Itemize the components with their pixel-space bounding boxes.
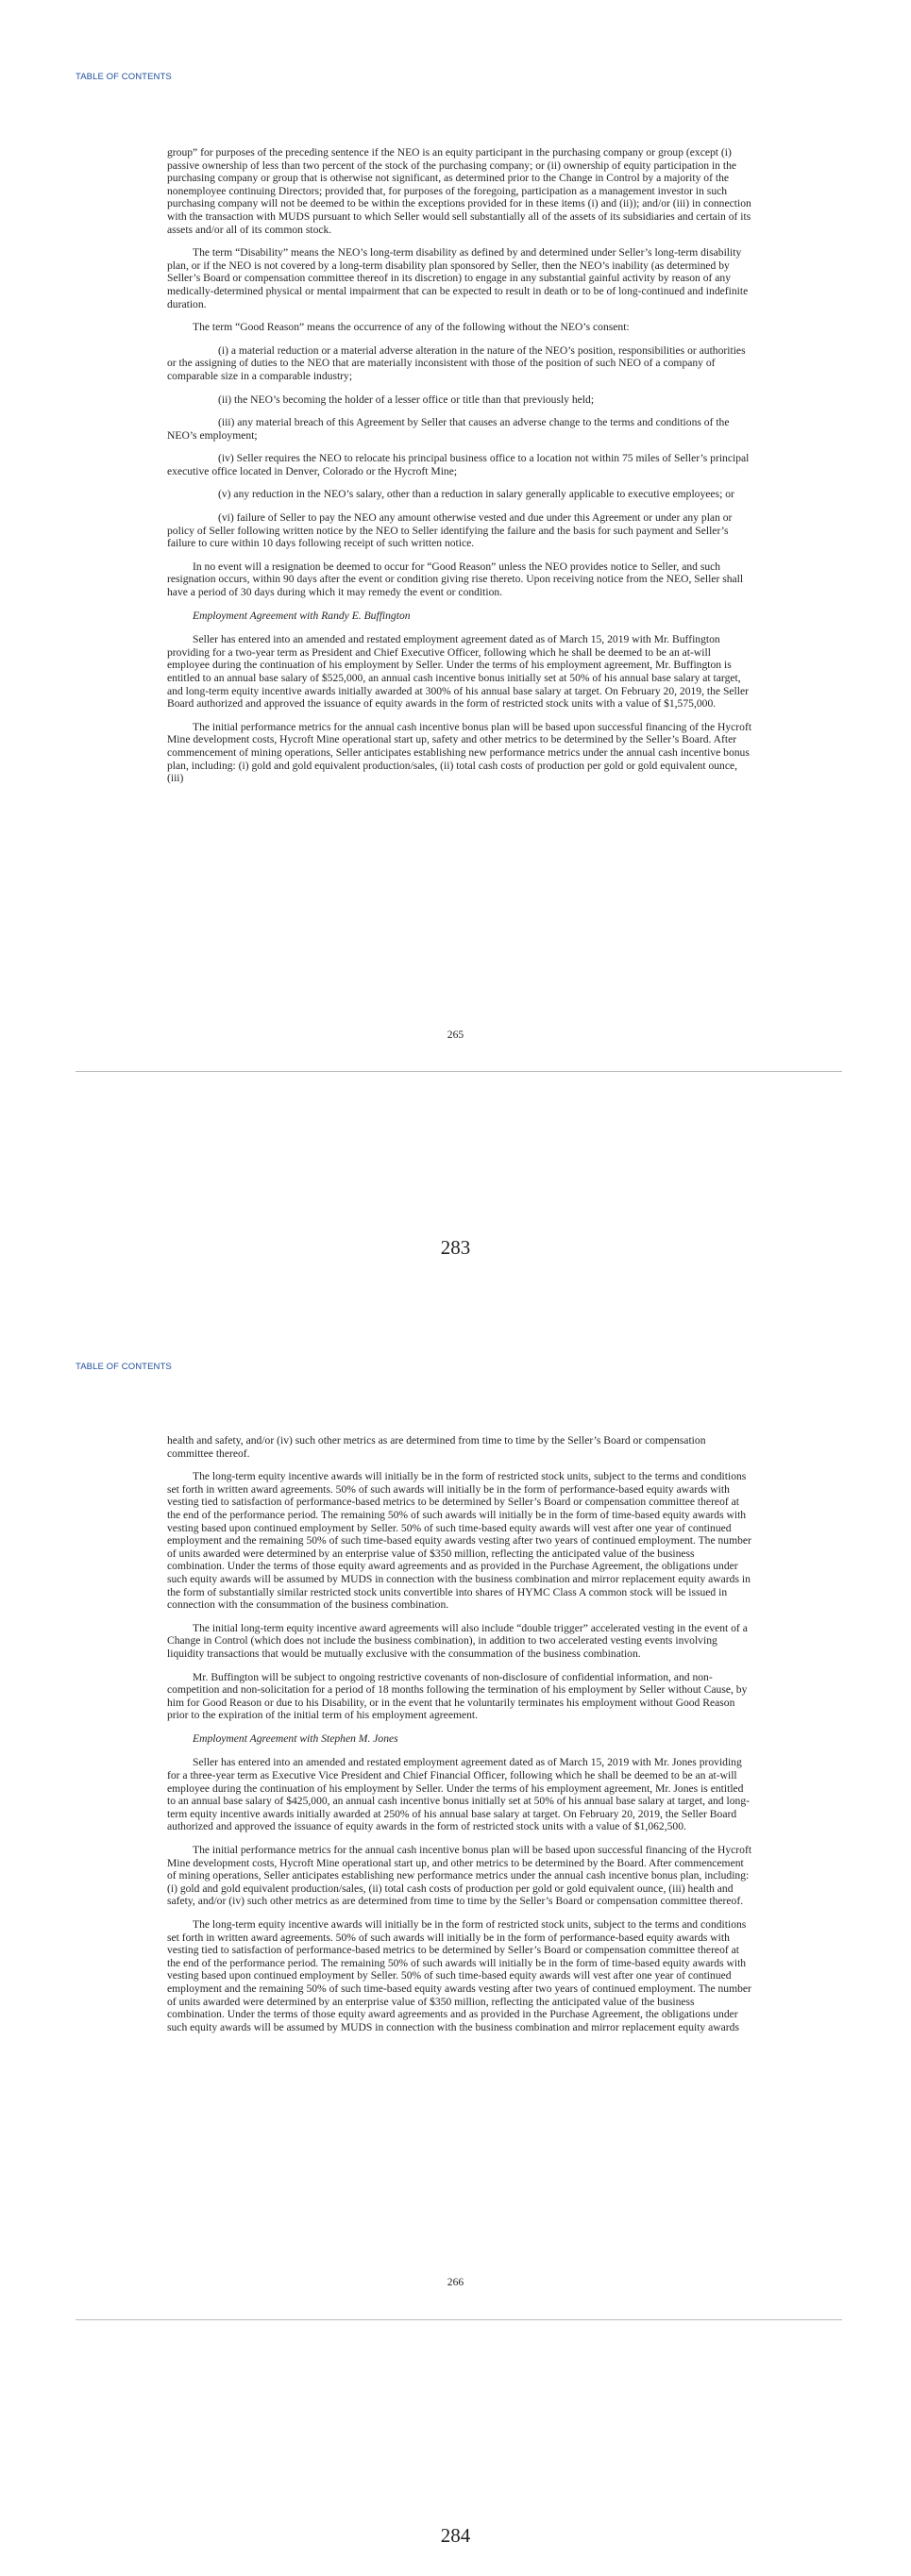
paragraph: health and safety, and/or (iv) such other metrics as are determined from time to time by the Seller’s Board or compensation committee thereof.	[167, 1434, 706, 1460]
paragraph: The long-term equity incentive awards will initially be in the form of restricted stock units, subject to the terms and conditions set forth in written award agreements. 50% of such awards will initially be in the form of performance-based equity awards with vesting tied to satisfaction of performance-based metrics to be determined by Seller’s Board or compensation committee thereof at the end of the performance period. The remaining 50% of such awards will initially be in the form of time-based equity awards with vesting based upon continued employment by Seller. 50% of such time-based equity awards will vest after one year of continued employment and the remaining 50% of such time-based equity awards vesting after two years of continued employment. The number of units awarded were determined by an enterprise value of $350 million, reflecting the anticipated value of the business combination. Under the terms of those equity award agreements and as provided in the Purchase Agreement, the obligations under such equity awards will be assumed by MUDS in connection with the business combination and mirror replacement equity awards in the form of substantially similar restricted stock units convertible into shares of HYMC Class A common stock will be issued in connection with the consummation of the business combination.	[167, 1470, 751, 1612]
document-page-number: 284	[440, 2524, 471, 2547]
table-of-contents-link[interactable]: TABLE OF CONTENTS	[76, 1362, 172, 1372]
list-item: (iii) any material breach of this Agreement by Seller that causes an adverse change to the terms and conditions of the NEO’s employment;	[167, 416, 730, 442]
paragraph: The term “Disability” means the NEO’s long-term disability as defined by and determined under Seller’s long-term disability plan, or if the NEO is not covered by a long-term disability plan sponsored by Seller, then the NEO’s inability (as determined by Seller’s Board or compensation committee thereof in its discretion) to engage in any substantial gainful activity by reason of any medically-determined physical or mental impairment that can be expected to result in death or to be of long-continued and indefinite duration.	[167, 246, 749, 310]
list-item: (iv) Seller requires the NEO to relocate his principal business office to a location not within 75 miles of Seller’s principal executive office located in Denver, Colorado or the Hycroft Mine;	[167, 452, 750, 477]
document-page-number: 283	[440, 1236, 471, 1259]
paragraph: The initial performance metrics for the annual cash incentive bonus plan will be based upon successful financing of the Hycroft Mine development costs, Hycroft Mine operational start up, safety and other metrics to be determined by the Seller’s Board. After commencement of mining operations, Seller anticipates establishing new performance metrics under the annual cash incentive bonus plan, including: (i) gold and gold equivalent production/sales, (ii) total cash costs of production per gold or gold equivalent ounce, (iii)	[167, 720, 752, 785]
page-divider	[76, 1071, 842, 1072]
section-heading: Employment Agreement with Randy E. Buffington	[193, 609, 411, 622]
paragraph: The term “Good Reason” means the occurrence of any of the following without the NEO’s consent:	[193, 321, 630, 334]
paragraph: In no event will a resignation be deemed to occur for “Good Reason” unless the NEO provides notice to Seller, and such resignation occurs, within 90 days after the event or condition giving rise thereto. Upon receiving notice from the NEO, Seller shall have a period of 30 days during which it may remedy the event or condition.	[167, 560, 744, 599]
list-item: (vi) failure of Seller to pay the NEO any amount otherwise vested and due under this Agreement or under any plan or policy of Seller following written notice by the NEO to Seller identifying the failure and the basis for such payment and Seller’s failure to cure within 10 days following receipt of such written notice.	[167, 511, 733, 550]
page-number: 266	[447, 2276, 464, 2288]
paragraph: group” for purposes of the preceding sentence if the NEO is an equity participant in the purchasing company or group (except (i) passive ownership of less than two percent of the stock of the purchasing company; or (ii) ownership of equity participation in the purchasing company or group that is otherwise not significant, as determined prior to the Change in Control by a majority of the nonemployee continuing Directors; provided that, for purposes of the foregoing, participation as a management investor in such purchasing company will not be deemed to be within the exceptions provided for in these items (i) and (ii)); and/or (iii) in connection with the transaction with MUDS pursuant to which Seller would sell substantially all of the assets of its subsidiaries and certain of its assets and/or all of its common stock.	[167, 146, 751, 236]
section-heading: Employment Agreement with Stephen M. Jones	[193, 1731, 398, 1745]
list-item: (v) any reduction in the NEO’s salary, other than a reduction in salary generally applicable to executive employees; or	[218, 488, 734, 501]
paragraph: Mr. Buffington will be subject to ongoing restrictive covenants of non-disclosure of confidential information, and non-competition and non-solicitation for a period of 18 months following the termination of his employment by Seller without Cause, by him for Good Reason or due to his Disability, or in the event that he voluntarily terminates his employment without Good Reason prior to the expiration of the initial term of his employment agreement.	[167, 1670, 748, 1722]
paragraph: The long-term equity incentive awards will initially be in the form of restricted stock units, subject to the terms and conditions set forth in written award agreements. 50% of such awards will initially be in the form of performance-based equity awards with vesting tied to satisfaction of performance-based metrics to be determined by Seller’s Board or compensation committee thereof at the end of the performance period. The remaining 50% of such awards will initially be in the form of time-based equity awards with vesting based upon continued employment by Seller. 50% of such time-based equity awards will vest after one year of continued employment and the remaining 50% of such time-based equity awards vesting after two years of continued employment. The number of units awarded were determined by an enterprise value of $350 million, reflecting the anticipated value of the business combination. Under the terms of those equity award agreements and as provided in the Purchase Agreement, the obligations under such equity awards will be assumed by MUDS in connection with the business combination and mirror replacement equity awards	[167, 1918, 751, 2033]
paragraph: Seller has entered into an amended and restated employment agreement dated as of March 15, 2019 with Mr. Buffington providing for a two-year term as President and Chief Executive Officer, following which he shall be deemed to be an at-will employee during the continuation of his employment by Seller. Under the terms of his employment agreement, Mr. Buffington is entitled to an annual base salary of $525,000, an annual cash incentive bonus initially set at 50% of his annual base salary at target, and long-term equity incentive awards initially awarded at 300% of his annual base salary at target. On February 20, 2019, the Seller Board authorized and approved the issuance of equity awards in the form of restricted stock units with a value of $1,575,000.	[167, 633, 750, 711]
page-divider	[76, 2319, 842, 2320]
page-number: 265	[447, 1029, 464, 1041]
page-1-body	[167, 146, 752, 795]
table-of-contents-link[interactable]: TABLE OF CONTENTS	[76, 72, 172, 82]
paragraph: The initial performance metrics for the annual cash incentive bonus plan will be based upon successful financing of the Hycroft Mine development costs, Hycroft Mine operational start up, and other metrics to be determined by the Board. After commencement of mining operations, Seller anticipates establishing new performance metrics under the annual cash incentive bonus plan, including: (i) gold and gold equivalent production/sales, (ii) total cash costs of production per gold or gold equivalent ounce, (iii) health and safety, and/or (iv) such other metrics as are determined from time to time by the Seller’s Board or compensation committee thereof.	[167, 1844, 752, 1908]
page-2-body	[167, 1434, 752, 2044]
list-item: (ii) the NEO’s becoming the holder of a lesser office or title than that previously held;	[218, 393, 595, 406]
paragraph: The initial long-term equity incentive award agreements will also include “double trigger” accelerated vesting in the event of a Change in Control (which does not include the business combination), in addition to two accelerated vesting events involving liquidity transactions that would be mutually exclusive with the consummation of the business combination.	[167, 1621, 748, 1660]
list-item: (i) a material reduction or a material adverse alteration in the nature of the NEO’s position, responsibilities or authorities or the assigning of duties to the NEO that are materially inconsistent with those of the position of such NEO of a company of comparable size in a comparable industry;	[167, 343, 746, 382]
paragraph: Seller has entered into an amended and restated employment agreement dated as of March 15, 2019 with Mr. Jones providing for a three-year term as Executive Vice President and Chief Financial Officer, following which he shall be deemed to be an at-will employee during the continuation of his employment by Seller. Under the terms of his employment agreement, Mr. Jones is entitled to an annual base salary of $425,000, an annual cash incentive bonus initially set at 50% of his annual base salary at target, and long-term equity incentive awards initially awarded at 250% of his annual base salary at target. On February 20, 2019, the Seller Board authorized and approved the issuance of equity awards in the form of restricted stock units with a value of $1,062,500.	[167, 1756, 750, 1833]
